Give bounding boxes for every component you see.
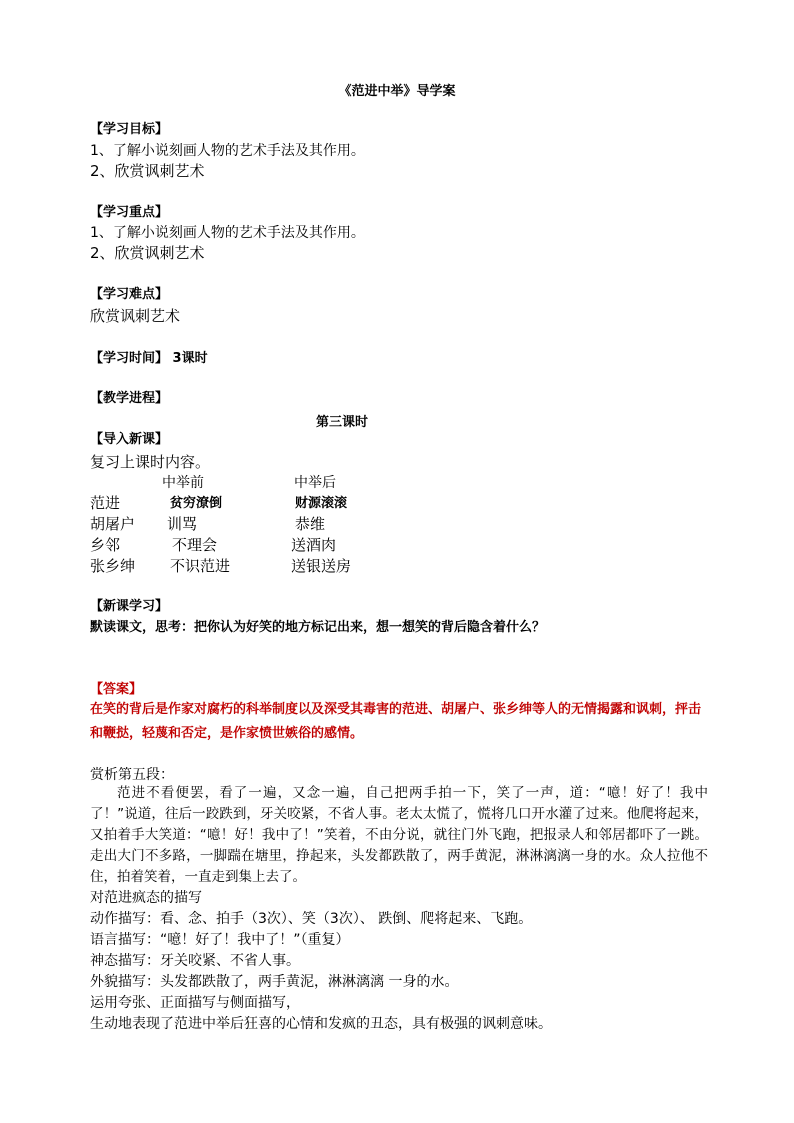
table-row-name: 乡邻 bbox=[90, 536, 121, 554]
intro-text: 复习上课时内容。 bbox=[90, 453, 211, 471]
goals-item-1: 1、了解小说刻画人物的艺术手法及其作用。 bbox=[90, 143, 365, 159]
study-time: 【学习时间】 3课时 bbox=[90, 351, 208, 366]
analysis-line: 动作描写：看、念、拍手（3次）、笑（3次）、 跌倒、爬将起来、飞跑。 bbox=[90, 911, 533, 927]
intro-heading: 【导入新课】 bbox=[90, 432, 169, 447]
new-lesson-heading: 【新课学习】 bbox=[90, 599, 169, 614]
difficulty-heading: 【学习难点】 bbox=[90, 287, 169, 302]
table-row-before: 不识范进 bbox=[170, 557, 231, 575]
table-header-after: 中举后 bbox=[294, 475, 336, 491]
table-row-after: 送酒肉 bbox=[291, 536, 337, 554]
analysis-paragraph: 范进不看便罢，看了一遍，又念一遍，自己把两手拍一下，笑了一声，道：“噫！好了！我中了！”说道，往后一跤跌到，牙关咬紧，不省人事。老太太慌了，慌将几口开水灌了过来。他爬将起来，又拍着手大笑道：“噫！好！我中了！”笑着，不由分说，就往门外飞跑，把报录人和邻居都吓了一跳。走出大门不多路，一脚踹在塘里，挣起来，头发都跌散了，两手黄泥，淋淋漓漓一身的水。众人拉他不住，拍着笑着，一直走到集上去了。 bbox=[90, 785, 708, 885]
analysis-line: 神态描写：牙关咬紧、不省人事。 bbox=[90, 953, 300, 969]
difficulty-text: 欣赏讽刺艺术 bbox=[90, 307, 181, 325]
analysis-line: 运用夸张、正面描写与侧面描写， bbox=[90, 995, 300, 1011]
table-header-before: 中举前 bbox=[162, 475, 204, 491]
analysis-heading: 赏析第五段： bbox=[90, 767, 174, 783]
document-title: 《范进中举》导学案 bbox=[338, 84, 456, 99]
process-heading: 【教学进程】 bbox=[90, 391, 169, 406]
goals-item-2: 2、欣赏讽刺艺术 bbox=[90, 162, 205, 180]
key-points-item-1: 1、了解小说刻画人物的艺术手法及其作用。 bbox=[90, 225, 365, 241]
analysis-line: 外貌描写：头发都跌散了，两手黄泥，淋淋漓漓 一身的水。 bbox=[90, 974, 459, 990]
new-lesson-question: 默读课文，思考：把你认为好笑的地方标记出来，想一想笑的背后隐含着什么？ bbox=[90, 620, 546, 635]
table-row-after: 财源滚滚 bbox=[295, 496, 348, 511]
goals-heading: 【学习目标】 bbox=[90, 122, 169, 137]
table-row-after: 送银送房 bbox=[291, 557, 352, 575]
lesson-subtitle: 第三课时 bbox=[316, 415, 369, 430]
key-points-item-2: 2、欣赏讽刺艺术 bbox=[90, 244, 205, 262]
analysis-line: 生动地表现了范进中举后狂喜的心情和发疯的丑态，具有极强的讽刺意味。 bbox=[90, 1016, 552, 1032]
table-row-after: 恭维 bbox=[295, 515, 326, 533]
table-row-before: 贫穷潦倒 bbox=[170, 496, 223, 511]
key-points-heading: 【学习重点】 bbox=[90, 205, 169, 220]
table-row-before: 不理会 bbox=[172, 536, 218, 554]
table-row-name: 范进 bbox=[90, 494, 121, 512]
answer-heading: 【答案】 bbox=[90, 682, 143, 697]
analysis-line: 语言描写：“噫！好了！我中了！”（重复） bbox=[90, 932, 350, 948]
answer-text: 在笑的背后是作家对腐朽的科举制度以及深受其毒害的范进、胡屠户、张乡绅等人的无情揭露和讽刺，抨击和鞭挞，轻蔑和否定，是作家愤世嫉俗的感情。 bbox=[90, 702, 702, 741]
table-row-before: 训骂 bbox=[167, 515, 198, 533]
table-row-name: 胡屠户 bbox=[90, 515, 136, 533]
table-row-name: 张乡绅 bbox=[90, 557, 136, 575]
analysis-line: 对范进疯态的描写 bbox=[90, 890, 202, 906]
